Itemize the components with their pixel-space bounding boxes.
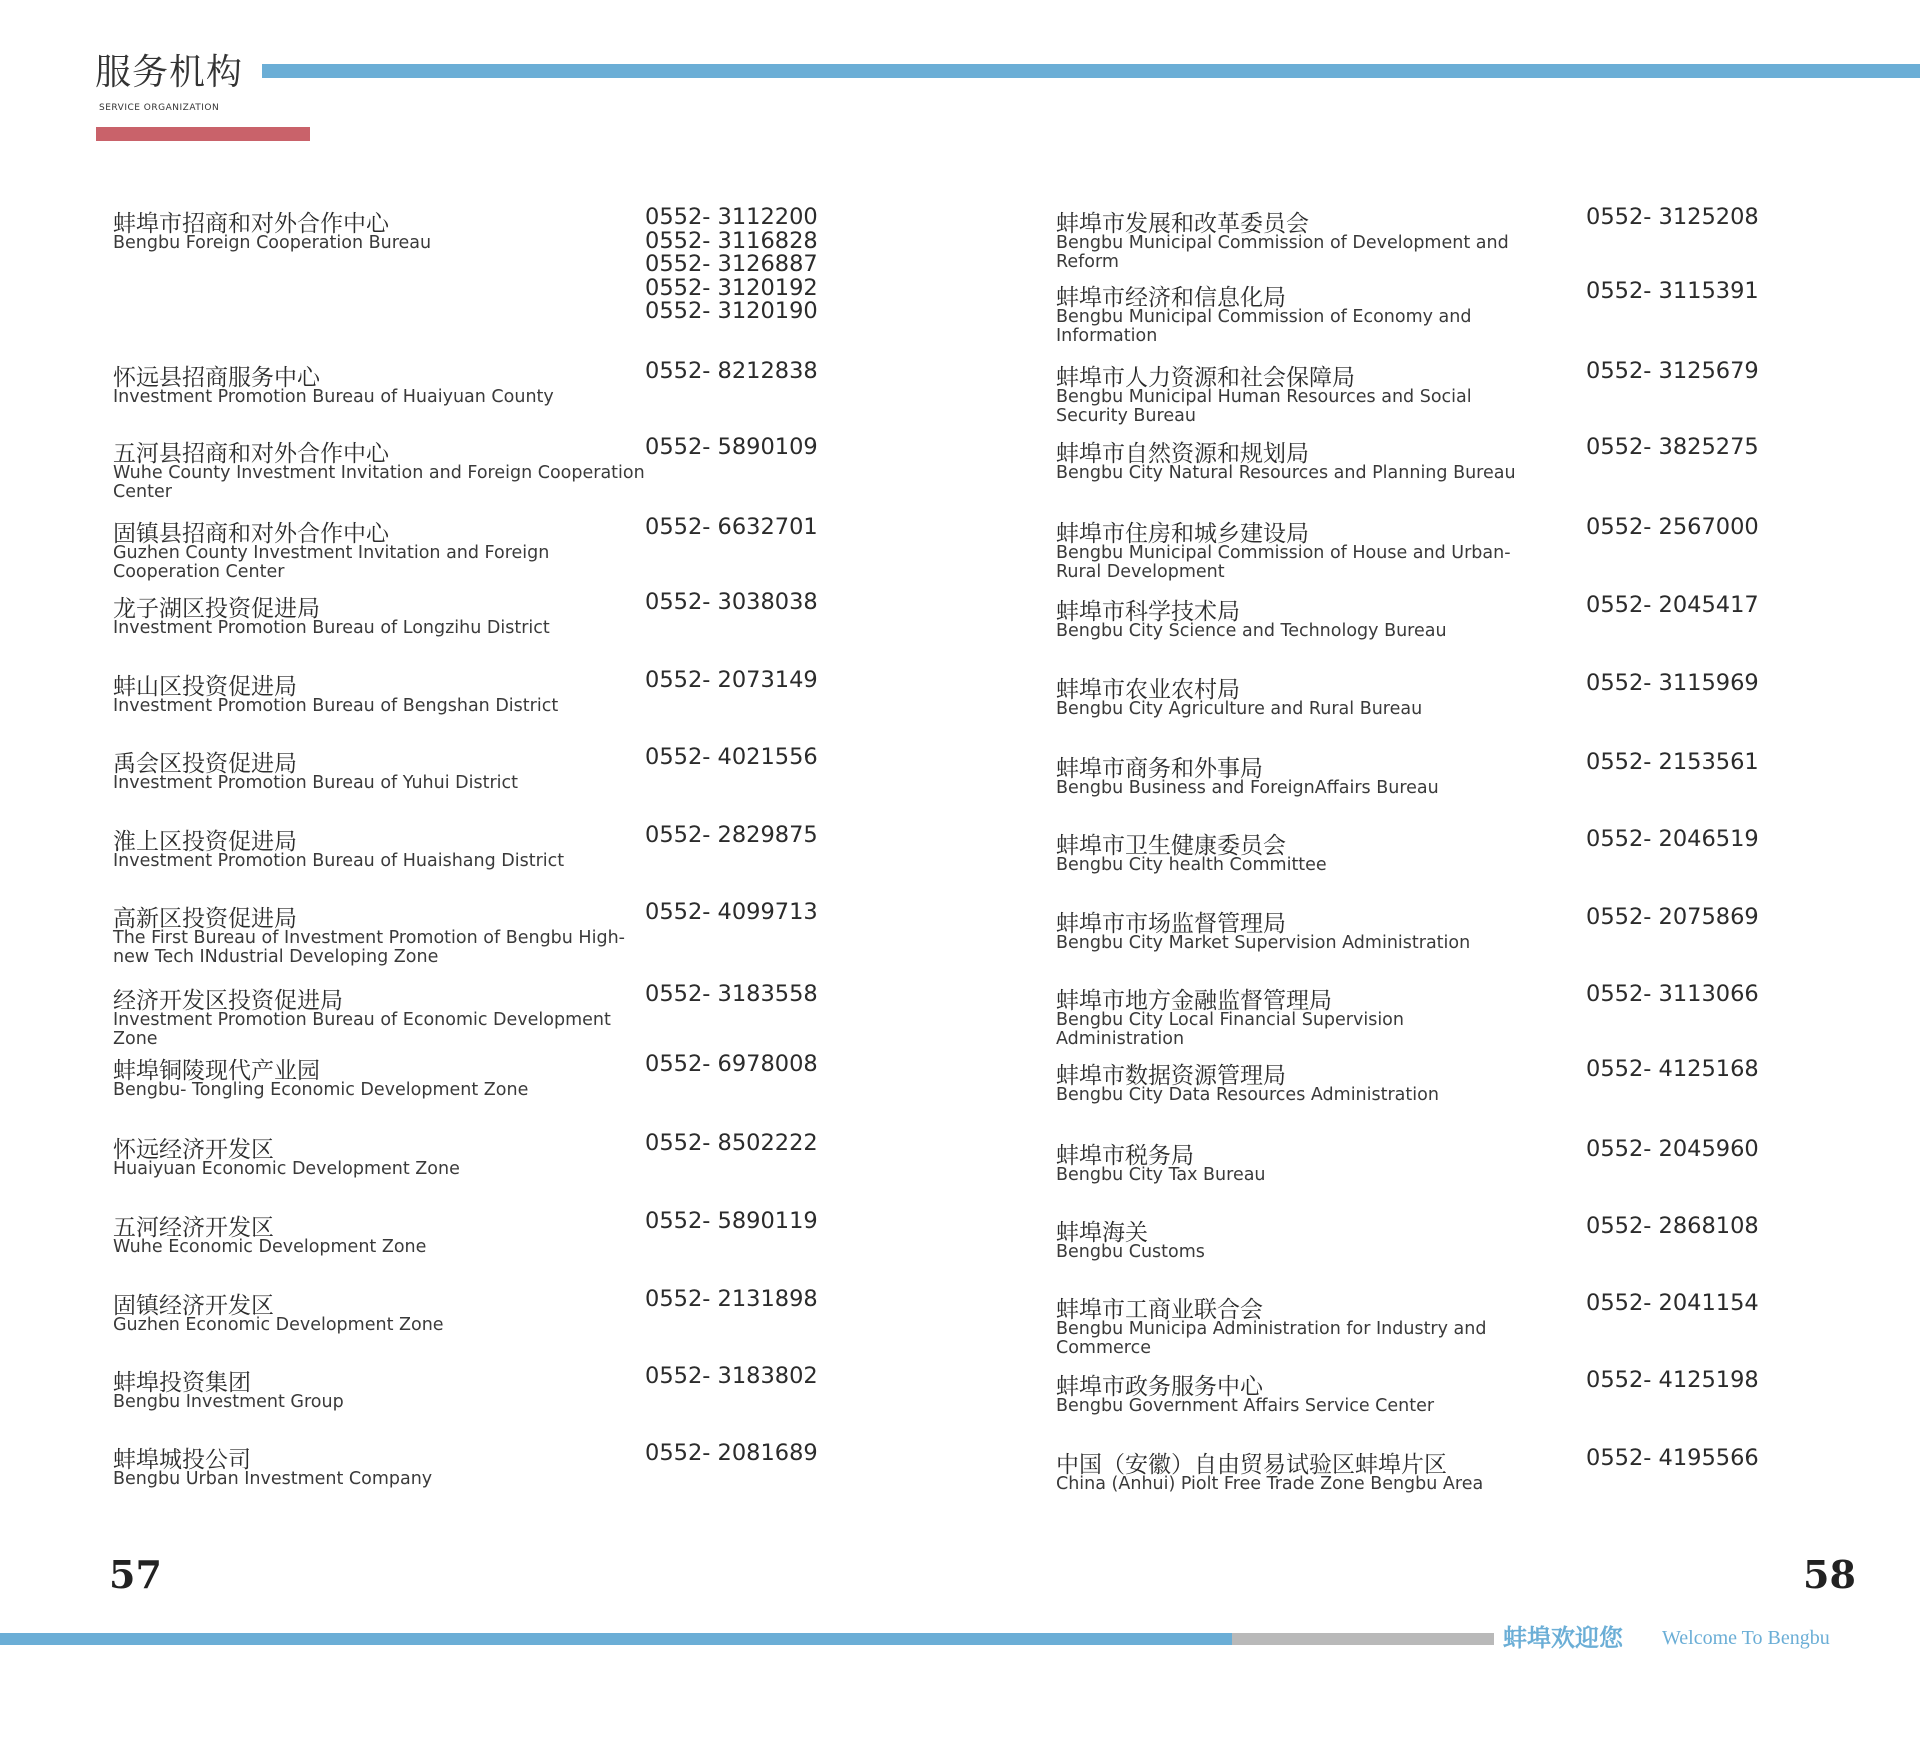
org-name-en: Investment Promotion Bureau of Yuhui District: [113, 773, 519, 793]
phone-list: [645, 591, 818, 615]
phone-number: 0552- 5890109: [645, 434, 818, 460]
org-name-cn: 淮上区投资促进局: [113, 829, 297, 855]
phone-list: [645, 901, 818, 925]
org-name-cn: 怀远经济开发区: [113, 1137, 274, 1163]
footer-welcome-en: Welcome To Bengbu: [1662, 1627, 1830, 1649]
phone-number: 0552- 4099713: [645, 899, 818, 925]
org-name-en: Bengbu Municipa Administration for Industry and Commerce: [1056, 1319, 1487, 1358]
org-name-cn: 蚌埠市数据资源管理局: [1056, 1063, 1286, 1089]
org-name-en: Wuhe Economic Development Zone: [113, 1237, 427, 1257]
org-name-cn: 五河经济开发区: [113, 1215, 274, 1241]
org-name-cn: 蚌埠市农业农村局: [1056, 677, 1240, 703]
phone-number: 0552- 8502222: [645, 1130, 818, 1156]
phone-list: [645, 1132, 818, 1156]
phone-list: [1586, 751, 1759, 775]
title-rule: [262, 64, 1920, 78]
org-name-en: Investment Promotion Bureau of Bengshan District: [113, 696, 559, 716]
org-name-en: Bengbu City health Committee: [1056, 855, 1327, 875]
org-name-cn: 蚌埠市科学技术局: [1056, 599, 1240, 625]
phone-list: [1586, 516, 1759, 540]
phone-number: 0552- 6978008: [645, 1051, 818, 1077]
org-name-en: Bengbu Foreign Cooperation Bureau: [113, 233, 432, 253]
phone-number: 0552- 2045417: [1586, 592, 1759, 618]
org-name-en: Bengbu City Market Supervision Administration: [1056, 933, 1471, 953]
phone-number: 0552- 3120192: [645, 274, 818, 301]
phone-number: 0552- 4021556: [645, 744, 818, 770]
org-name-cn: 蚌埠市市场监督管理局: [1056, 911, 1286, 937]
phone-list: [645, 824, 818, 848]
phone-number: 0552- 2868108: [1586, 1213, 1759, 1239]
phone-list: [1586, 983, 1759, 1007]
phone-number: 0552- 3115391: [1586, 278, 1759, 304]
phone-number: 0552- 3113066: [1586, 981, 1759, 1007]
org-name-en: Investment Promotion Bureau of Huaishang District: [113, 851, 565, 871]
page-title: 服务机构: [95, 52, 244, 93]
org-name-cn: 固镇经济开发区: [113, 1293, 274, 1319]
phone-number: 0552- 3112200: [645, 204, 818, 230]
phone-list: [645, 206, 818, 324]
phone-number: 0552- 2075869: [1586, 904, 1759, 930]
org-name-en: Bengbu Municipal Commission of House and Urban-Rural Development: [1056, 543, 1511, 582]
phone-number: 0552- 5890119: [645, 1208, 818, 1234]
org-name-cn: 蚌埠市工商业联合会: [1056, 1297, 1263, 1323]
footer-bar-grey: [1232, 1633, 1494, 1645]
phone-number: 0552- 2153561: [1586, 749, 1759, 775]
org-name-en: Bengbu City Local Financial Supervision Administration: [1056, 1010, 1404, 1049]
phone-list: [645, 1053, 818, 1077]
org-name-cn: 经济开发区投资促进局: [113, 988, 343, 1014]
phone-list: [1586, 1447, 1759, 1471]
phone-number: 0552- 3125208: [1586, 204, 1759, 230]
phone-number: 0552- 4125168: [1586, 1056, 1759, 1082]
org-name-en: Bengbu Business and ForeignAffairs Bureau: [1056, 778, 1439, 798]
footer-welcome-cn: 蚌埠欢迎您: [1503, 1623, 1623, 1652]
org-name-en: Huaiyuan Economic Development Zone: [113, 1159, 460, 1179]
org-name-en: Bengbu Government Affairs Service Center: [1056, 1396, 1435, 1416]
phone-number: 0552- 3126887: [645, 251, 818, 278]
page-number-left: 57: [109, 1552, 162, 1597]
phone-number: 0552- 3125679: [1586, 358, 1759, 384]
phone-number: 0552- 8212838: [645, 358, 818, 384]
page-number-right: 58: [1803, 1552, 1856, 1597]
phone-list: [645, 746, 818, 770]
phone-list: [1586, 1058, 1759, 1082]
phone-number: 0552- 3115969: [1586, 670, 1759, 696]
phone-list: [645, 669, 818, 693]
phone-number: 0552- 2131898: [645, 1286, 818, 1312]
phone-number: 0552- 4195566: [1586, 1445, 1759, 1471]
phone-number: 0552- 2046519: [1586, 826, 1759, 852]
org-name-cn: 蚌埠市地方金融监督管理局: [1056, 988, 1332, 1014]
phone-list: [1586, 360, 1759, 384]
phone-list: [645, 1210, 818, 1234]
org-name-cn: 怀远县招商服务中心: [113, 365, 320, 391]
org-name-cn: 蚌山区投资促进局: [113, 674, 297, 700]
phone-number: 0552- 3183802: [645, 1363, 818, 1389]
org-name-en: Bengbu Customs: [1056, 1242, 1205, 1262]
phone-list: [645, 360, 818, 384]
phone-number: 0552- 2045960: [1586, 1136, 1759, 1162]
title-accent-bar: [96, 127, 310, 141]
org-name-cn: 高新区投资促进局: [113, 906, 297, 932]
org-name-en: Bengbu- Tongling Economic Development Zone: [113, 1080, 529, 1100]
org-name-cn: 蚌埠市经济和信息化局: [1056, 285, 1286, 311]
org-name-cn: 蚌埠市发展和改革委员会: [1056, 211, 1309, 237]
phone-number: 0552- 2041154: [1586, 1290, 1759, 1316]
phone-number: 0552- 2567000: [1586, 514, 1759, 540]
org-name-en: Investment Promotion Bureau of Longzihu District: [113, 618, 550, 638]
phone-list: [1586, 828, 1759, 852]
org-name-cn: 蚌埠海关: [1056, 1220, 1148, 1246]
org-name-cn: 蚌埠市自然资源和规划局: [1056, 441, 1309, 467]
phone-number: 0552- 2073149: [645, 667, 818, 693]
phone-list: [645, 983, 818, 1007]
phone-number: 0552- 2829875: [645, 822, 818, 848]
phone-number: 0552- 2081689: [645, 1440, 818, 1466]
org-name-cn: 蚌埠市商务和外事局: [1056, 756, 1263, 782]
phone-list: [1586, 1215, 1759, 1239]
org-name-cn: 蚌埠市政务服务中心: [1056, 1374, 1263, 1400]
org-name-cn: 禹会区投资促进局: [113, 751, 297, 777]
org-name-cn: 蚌埠市卫生健康委员会: [1056, 833, 1286, 859]
org-name-cn: 蚌埠市人力资源和社会保障局: [1056, 365, 1355, 391]
footer-bar-blue: [0, 1633, 1232, 1645]
phone-number: 0552- 3116828: [645, 227, 818, 254]
org-name-en: Bengbu Municipal Commission of Economy and Information: [1056, 307, 1472, 346]
org-name-en: Guzhen Economic Development Zone: [113, 1315, 444, 1335]
org-name-en: Bengbu City Agriculture and Rural Bureau: [1056, 699, 1423, 719]
org-name-cn: 蚌埠市招商和对外合作中心: [113, 211, 389, 237]
org-name-en: Bengbu Municipal Human Resources and Social Security Bureau: [1056, 387, 1472, 426]
phone-number: 0552- 3825275: [1586, 434, 1759, 460]
org-name-cn: 蚌埠投资集团: [113, 1370, 251, 1396]
org-name-en: Investment Promotion Bureau of Huaiyuan County: [113, 387, 554, 407]
org-name-en: Investment Promotion Bureau of Economic Development Zone: [113, 1010, 611, 1049]
phone-list: [1586, 1369, 1759, 1393]
org-name-cn: 蚌埠铜陵现代产业园: [113, 1058, 320, 1084]
phone-number: 0552- 3183558: [645, 981, 818, 1007]
org-name-cn: 五河县招商和对外合作中心: [113, 441, 389, 467]
org-name-en: Bengbu City Data Resources Administration: [1056, 1085, 1439, 1105]
phone-list: [1586, 280, 1759, 304]
phone-list: [1586, 436, 1759, 460]
org-name-en: Guzhen County Investment Invitation and Foreign Cooperation Center: [113, 543, 550, 582]
phone-list: [1586, 594, 1759, 618]
org-name-en: Bengbu Municipal Commission of Development and Reform: [1056, 233, 1509, 272]
phone-number: 0552- 4125198: [1586, 1367, 1759, 1393]
org-name-en: Bengbu Urban Investment Company: [113, 1469, 433, 1489]
phone-list: [645, 1442, 818, 1466]
org-name-en: China (Anhui) Piolt Free Trade Zone Bengbu Area: [1056, 1474, 1484, 1494]
org-name-en: Bengbu City Tax Bureau: [1056, 1165, 1266, 1185]
phone-list: [1586, 672, 1759, 696]
org-name-en: Bengbu Investment Group: [113, 1392, 344, 1412]
org-name-cn: 蚌埠市税务局: [1056, 1143, 1194, 1169]
phone-list: [645, 1365, 818, 1389]
org-name-en: The First Bureau of Investment Promotion of Bengbu High-new Tech INdustrial Developing Zone: [113, 928, 625, 967]
org-name-cn: 中国（安徽）自由贸易试验区蚌埠片区: [1056, 1452, 1447, 1478]
phone-list: [645, 1288, 818, 1312]
phone-list: [645, 436, 818, 460]
org-name-cn: 蚌埠城投公司: [113, 1447, 251, 1473]
org-name-cn: 龙子湖区投资促进局: [113, 596, 320, 622]
org-name-en: Bengbu City Science and Technology Bureau: [1056, 621, 1447, 641]
org-name-en: Wuhe County Investment Invitation and Foreign Cooperation Center: [113, 463, 645, 502]
org-name-cn: 固镇县招商和对外合作中心: [113, 521, 389, 547]
phone-list: [1586, 906, 1759, 930]
phone-list: [1586, 1138, 1759, 1162]
phone-list: [1586, 1292, 1759, 1316]
org-name-en: Bengbu City Natural Resources and Planning Bureau: [1056, 463, 1516, 483]
phone-number: 0552- 3038038: [645, 589, 818, 615]
page-subtitle: SERVICE ORGANIZATION: [99, 103, 220, 113]
phone-list: [645, 516, 818, 540]
org-name-cn: 蚌埠市住房和城乡建设局: [1056, 521, 1309, 547]
phone-list: [1586, 206, 1759, 230]
phone-number: 0552- 6632701: [645, 514, 818, 540]
phone-number: 0552- 3120190: [645, 298, 818, 325]
